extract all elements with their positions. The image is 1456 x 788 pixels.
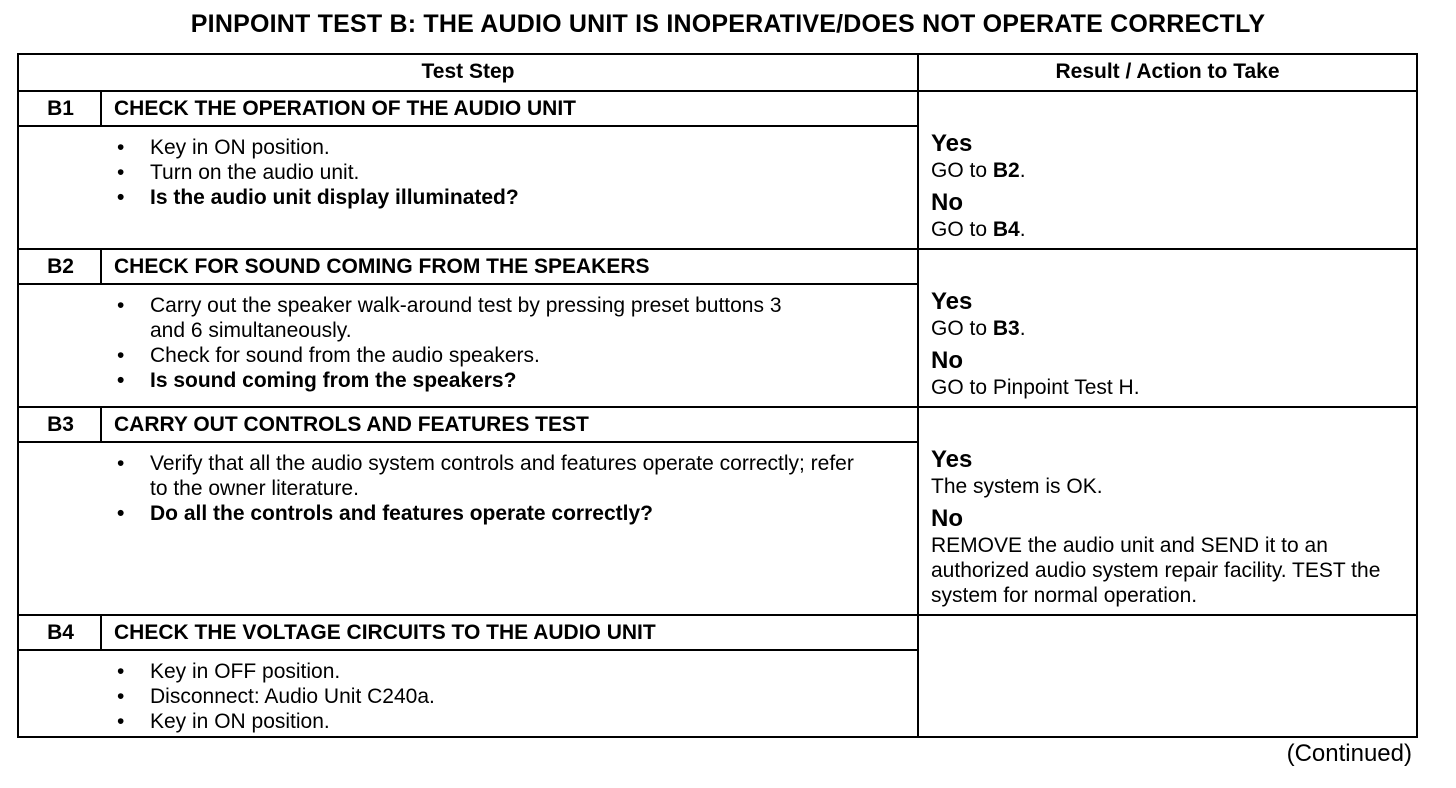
step-id-b2: B2 bbox=[19, 248, 102, 285]
step-body-b1 bbox=[19, 125, 917, 249]
result-b4 bbox=[917, 614, 1416, 736]
step-id-b1: B1 bbox=[19, 90, 102, 127]
step-title-b1: CHECK THE OPERATION OF THE AUDIO UNIT bbox=[100, 90, 917, 127]
no-label: No bbox=[931, 189, 963, 216]
step-title-b4: CHECK THE VOLTAGE CIRCUITS TO THE AUDIO UNIT bbox=[100, 614, 917, 651]
yes-action: GO to B3. bbox=[931, 317, 1026, 340]
header-result-action: Result / Action to Take bbox=[917, 55, 1416, 91]
yes-action: GO to B2. bbox=[931, 159, 1026, 182]
no-action: REMOVE the audio unit and SEND it to an authorized audio system repair facility. TEST the system for normal operation. bbox=[931, 534, 1381, 607]
list-item: • Disconnect: Audio Unit C240a. bbox=[19, 684, 917, 709]
step-body-b2 bbox=[19, 283, 917, 407]
page-title: PINPOINT TEST B: THE AUDIO UNIT IS INOPERATIVE/DOES NOT OPERATE CORRECTLY bbox=[190, 10, 1266, 38]
yes-action: The system is OK. bbox=[931, 475, 1103, 498]
no-action: GO to B4. bbox=[931, 218, 1026, 241]
step-question: • Is the audio unit display illuminated? bbox=[19, 185, 917, 210]
list-item: • Turn on the audio unit. bbox=[19, 160, 917, 185]
result-b2 bbox=[917, 248, 1416, 407]
no-target: B4 bbox=[992, 218, 1020, 241]
step-question: • Is sound coming from the speakers? bbox=[19, 368, 917, 393]
step-id-b3: B3 bbox=[19, 406, 102, 443]
no-action: GO to Pinpoint Test H. bbox=[931, 376, 1140, 399]
step-question: • Do all the controls and features operate correctly? bbox=[19, 501, 917, 526]
list-item: • Check for sound from the audio speakers. bbox=[19, 343, 917, 368]
yes-target: B3 bbox=[992, 317, 1020, 340]
step-title-b2: CHECK FOR SOUND COMING FROM THE SPEAKERS bbox=[100, 248, 917, 285]
step-id-b4: B4 bbox=[19, 614, 102, 651]
no-label: No bbox=[931, 347, 963, 374]
list-item: • Key in ON position. bbox=[19, 709, 917, 734]
yes-label: Yes bbox=[931, 288, 973, 315]
list-item: • Key in OFF position. bbox=[19, 659, 917, 684]
step-title-b3: CARRY OUT CONTROLS AND FEATURES TEST bbox=[100, 406, 917, 443]
result-b3 bbox=[917, 406, 1416, 615]
yes-label: Yes bbox=[931, 130, 973, 157]
yes-label: Yes bbox=[931, 446, 973, 473]
list-item: • Carry out the speaker walk-around test by pressing preset buttons 3 and 6 simultaneously. bbox=[19, 293, 917, 343]
step-body-b4 bbox=[19, 649, 917, 736]
pinpoint-test-table bbox=[17, 53, 1418, 738]
list-item: • Key in ON position. bbox=[19, 135, 917, 160]
list-item: • Verify that all the audio system controls and features operate correctly; refer to the owner literature. bbox=[19, 451, 917, 501]
header-test-step: Test Step bbox=[421, 60, 515, 83]
step-body-b3 bbox=[19, 441, 917, 615]
no-label: No bbox=[931, 505, 963, 532]
continued-note: (Continued) bbox=[1286, 740, 1412, 767]
result-b1 bbox=[917, 90, 1416, 249]
yes-target: B2 bbox=[992, 159, 1020, 182]
